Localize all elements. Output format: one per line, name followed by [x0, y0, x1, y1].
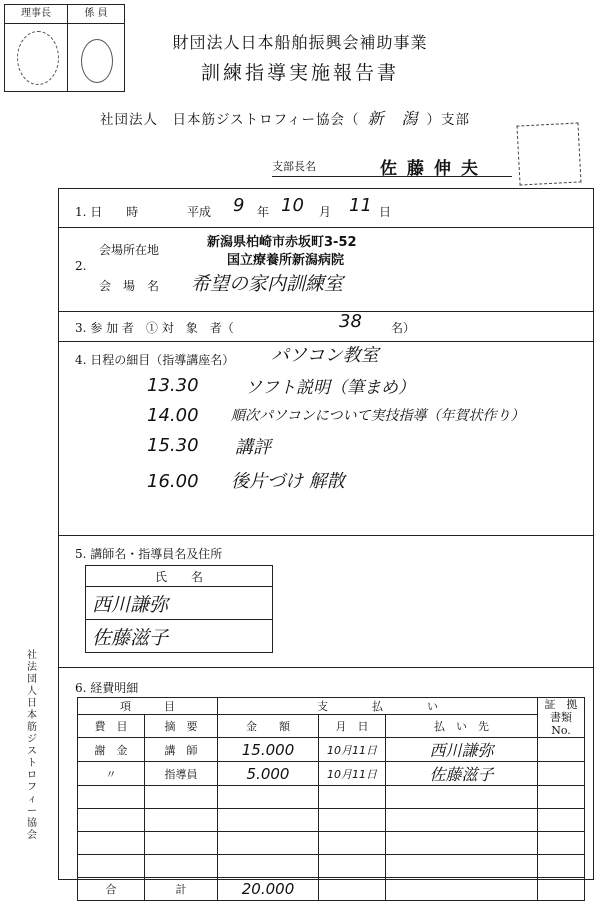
address-line1: 新潟県柏崎市赤坂町3-52 [207, 235, 357, 250]
row1-expense: 謝 金 [78, 738, 145, 762]
table-row [78, 786, 585, 809]
document-subtitle: 財団法人日本船舶振興会補助事業 [172, 33, 428, 52]
chief-underline [272, 176, 512, 177]
date-era: 平成 [187, 205, 212, 219]
address-line2: 国立療養所新潟病院 [227, 253, 345, 268]
row1-payee: 西川謙弥 [386, 738, 538, 762]
row1-receipt [538, 738, 585, 762]
lecturer-name-2: 佐藤滋子 [86, 620, 273, 653]
expense-col-payment: 支 払 い [218, 698, 538, 715]
course-name: パソコン教室 [271, 345, 379, 366]
lecturer-table [85, 565, 273, 653]
schedule-text-1: ソフト説明（筆まめ） [245, 378, 415, 398]
divider [59, 535, 593, 536]
org-branch: 新 潟 [367, 109, 419, 128]
schedule-time-2: 14.00 [147, 405, 199, 426]
expense-col-expense: 費 目 [78, 715, 145, 738]
table-row [78, 855, 585, 878]
date-day: 11 [349, 195, 372, 216]
total-label-2: 計 [145, 878, 218, 901]
date-month: 10 [281, 195, 304, 216]
row2-amount: 5.000 [218, 762, 319, 786]
expense-col-amount: 金 額 [218, 715, 319, 738]
attendees-count: 38 [339, 311, 362, 332]
row2-summary: 指導員 [145, 762, 218, 786]
venue-name: 希望の家内訓練室 [191, 273, 344, 295]
row1-summary: 講 師 [145, 738, 218, 762]
divider [59, 667, 593, 668]
attendees-unit: 名） [391, 321, 416, 335]
side-org-label: 社法団人日本筋ジストロフィー協会 [27, 650, 37, 841]
approval-col1-label: 理事長 [5, 5, 68, 24]
document-title: 訓練指導実施報告書 [200, 62, 399, 84]
section2-num: 2. [75, 259, 87, 273]
schedule-text-2: 順次パソコンについて実技指導（年賀状作り） [231, 408, 525, 424]
total-amount: 20.000 [218, 878, 319, 901]
total-label-1: 合 [78, 878, 145, 901]
report-frame [58, 188, 594, 898]
date-month-unit: 月 [319, 205, 332, 219]
date-year-unit: 年 [257, 205, 270, 219]
row2-receipt [538, 762, 585, 786]
row2-payee: 佐藤滋子 [386, 762, 538, 786]
lecturer-name-1: 西川謙弥 [86, 587, 273, 620]
date-day-unit: 日 [379, 205, 392, 219]
divider [59, 311, 593, 312]
row2-expense: 〃 [78, 762, 145, 786]
venue-label: 会 場 名 [99, 279, 160, 293]
expense-col-summary: 摘 要 [145, 715, 218, 738]
org-prefix: 社団法人 日本筋ジストロフィー協会（ [100, 112, 360, 128]
expense-col-receipt: 証 拠 書類No. [538, 698, 585, 738]
schedule-time-4: 16.00 [147, 471, 199, 492]
expense-col-date: 月 日 [319, 715, 386, 738]
expense-table [77, 697, 585, 901]
expense-col-payee: 払 い 先 [386, 715, 538, 738]
approval-col2-label: 係 員 [68, 5, 124, 24]
org-suffix: ）支部 [426, 112, 471, 128]
schedule-label: 4. 日程の細目（指導講座名） [75, 353, 235, 367]
lecturer-label: 5. 講師名・指導員名及住所 [75, 547, 223, 561]
date-year: 9 [233, 195, 245, 216]
expense-col-item: 項 目 [78, 698, 218, 715]
date-label: 1. 日 時 [75, 205, 139, 219]
address-label: 会場所在地 [99, 243, 160, 257]
row1-amount: 15.000 [218, 738, 319, 762]
divider [59, 227, 593, 228]
attendees-label: 3. 参 加 者 ① 対 象 者（ [75, 321, 234, 335]
row2-date: 10月11日 [319, 762, 386, 786]
table-row [78, 738, 585, 762]
organization-line [100, 106, 470, 129]
schedule-time-3: 15.30 [147, 435, 199, 456]
table-row [78, 762, 585, 786]
chief-seal [516, 122, 581, 185]
row1-date: 10月11日 [319, 738, 386, 762]
total-row [78, 878, 585, 901]
table-row [78, 809, 585, 832]
schedule-time-1: 13.30 [147, 375, 199, 396]
lecturer-col-name: 氏 名 [86, 566, 273, 587]
chief-name: 佐藤伸夫 [380, 159, 488, 179]
expense-label: 6. 経費明細 [75, 681, 139, 695]
table-row [78, 832, 585, 855]
chief-label: 支部長名 [272, 160, 316, 173]
schedule-text-3: 講評 [235, 437, 271, 458]
schedule-text-4: 後片づけ 解散 [231, 471, 345, 492]
